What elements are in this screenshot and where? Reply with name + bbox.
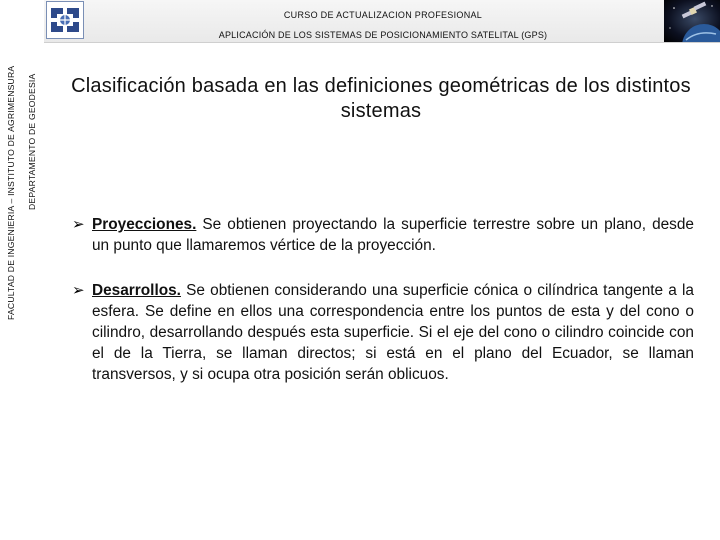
bullet-term: Desarrollos. (92, 282, 181, 299)
bullet-description: Se obtienen proyectando la superficie terrestre sobre un plano, desde un punto que llamaremos vértice de la proyección. (92, 216, 694, 254)
app-title: APLICACIÓN DE LOS SISTEMAS DE POSICIONAMIENTO SATELITAL (GPS) (218, 30, 548, 40)
bullet-list (72, 214, 694, 409)
slide-title: Clasificación basada en las definiciones geométricas de los distintos sistemas (71, 75, 691, 122)
arrow-bullet-icon: ➢ (72, 216, 85, 233)
bullet-item-desarrollos (72, 280, 694, 385)
course-title: CURSO DE ACTUALIZACION PROFESIONAL (283, 10, 483, 20)
bullet-term: Proyecciones. (92, 216, 197, 233)
bullet-item-proyecciones (72, 214, 694, 256)
faculty-label: FACULTAD DE INGENIERIA – INSTITUTO DE AGRIMENSURA (6, 65, 16, 320)
arrow-bullet-icon: ➢ (72, 282, 85, 299)
bullet-text (92, 214, 694, 256)
bullet-text (92, 280, 694, 385)
satellite-earth-image (664, 0, 720, 42)
bullet-description: Se obtienen considerando una superficie cónica o cilíndrica tangente a la esfera. Se define en ellos una correspondencia entre los puntos de esta y del cono o cilindro, desarrollando después esta superficie. Si el eje del cono o cilindro coincide con el de la Tierra, se llaman directos; si está en el plano del Ecuador, se llaman transversos, y si ocupa otra posición serán oblicuos. (92, 282, 694, 383)
university-logo-icon (46, 1, 84, 39)
department-label: DEPARTAMENTO DE GEODESIA (27, 73, 37, 210)
